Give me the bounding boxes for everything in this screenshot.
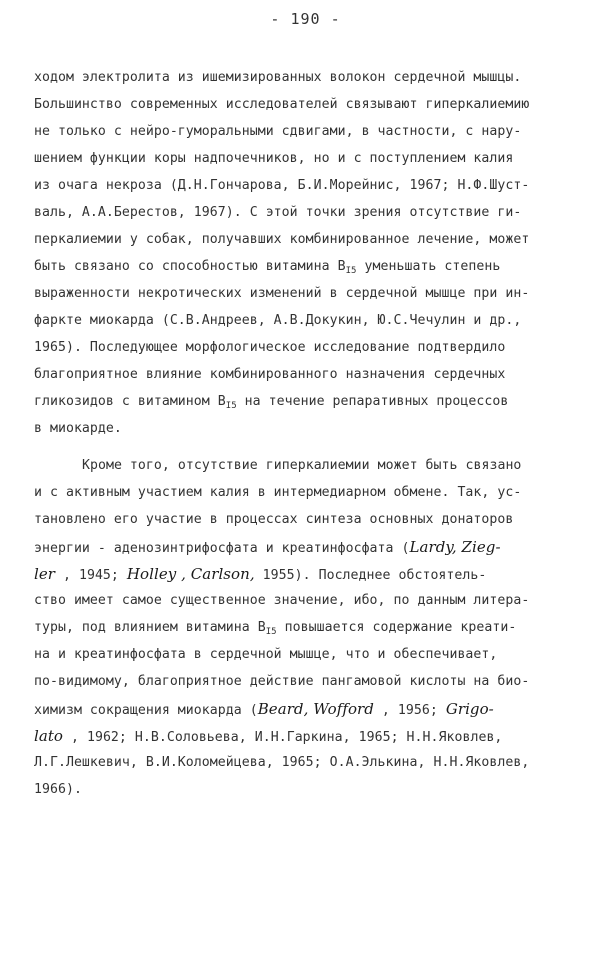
subscript: I5	[265, 627, 277, 637]
handwritten-text: ler	[34, 565, 55, 583]
text-line	[34, 259, 579, 275]
text-line: перкалиемии у собак, получавших комбинированное лечение, может	[34, 232, 530, 247]
text-line	[34, 394, 579, 410]
text-segment: , 1945;	[55, 568, 127, 583]
handwritten-text: Lardy, Zieg-	[409, 538, 501, 556]
text-line: валь, А.А.Берестов, 1967). С этой точки зрения отсутствие ги-	[34, 205, 522, 220]
text-line	[34, 620, 579, 636]
text-line: 1965). Последующее морфологическое исследование подтвердило	[34, 340, 506, 355]
text-line: в миокарде.	[34, 421, 122, 436]
text-line	[34, 701, 579, 719]
text-segment: уменьшать степень	[356, 259, 501, 274]
text-line	[34, 566, 579, 584]
text-segment: быть связано со способностью витамина В	[34, 259, 346, 274]
text-line: Кроме того, отсутствие гиперкалиемии может быть связано	[82, 458, 522, 473]
text-line: тановлено его участие в процессах синтеза основных донаторов	[34, 512, 514, 527]
text-line: 1966).	[34, 782, 82, 797]
handwritten-text: Beard, Wofford	[257, 700, 374, 718]
text-line: Л.Г.Лешкевич, В.И.Коломейцева, 1965; О.А.Элькина, Н.Н.Яковлев,	[34, 755, 530, 770]
text-segment: химизм сокращения миокарда (	[34, 703, 258, 718]
text-segment: повышается содержание креати-	[276, 620, 517, 635]
text-segment: туры, под влиянием витамина В	[34, 620, 266, 635]
text-segment: , 1956;	[373, 703, 446, 718]
text-line: фаркте миокарда (С.В.Андреев, А.В.Докукин, Ю.С.Чечулин и др.,	[34, 313, 522, 328]
text-line: и с активным участием калия в интермедиарном обмене. Так, ус-	[34, 485, 522, 500]
handwritten-text: lato	[34, 727, 63, 745]
page-number: - 190 -	[270, 10, 341, 28]
handwritten-text: Holley , Carlson,	[126, 565, 255, 583]
subscript: I5	[345, 266, 357, 276]
text-line	[34, 728, 579, 746]
text-segment: 1955). Последнее обстоятель-	[254, 568, 487, 583]
text-line: ходом электролита из ишемизированных волокон сердечной мышцы.	[34, 70, 522, 85]
text-segment: на течение репаративных процессов	[236, 394, 509, 409]
text-line: на и креатинфосфата в сердечной мышце, что и обеспечивает,	[34, 647, 498, 662]
text-line: шением функции коры надпочечников, но и с поступлением калия	[34, 151, 514, 166]
text-line: выраженности некротических изменений в сердечной мышце при ин-	[34, 286, 530, 301]
text-line: не только с нейро-гуморальными сдвигами, в частности, с нару-	[34, 124, 522, 139]
text-line: благоприятное влияние комбинированного назначения сердечных	[34, 367, 506, 382]
text-line: по-видимому, благоприятное действие пангамовой кислоты на био-	[34, 674, 530, 689]
text-segment: гликозидов с витамином В	[34, 394, 226, 409]
text-line: Большинство современных исследователей связывают гиперкалиемию	[34, 97, 530, 112]
text-segment: энергии - аденозинтрифосфата и креатинфосфата (	[34, 541, 410, 556]
handwritten-text: Grigo-	[445, 700, 494, 718]
text-line: из очага некроза (Д.Н.Гончарова, Б.И.Морейнис, 1967; Н.Ф.Шуст-	[34, 178, 530, 193]
text-line: ство имеет самое существенное значение, ибо, по данным литера-	[34, 593, 530, 608]
subscript: I5	[225, 401, 237, 411]
text-segment: , 1962; Н.В.Соловьева, И.Н.Гаркина, 1965; Н.Н.Яковлев,	[63, 730, 503, 745]
text-line	[34, 539, 579, 557]
